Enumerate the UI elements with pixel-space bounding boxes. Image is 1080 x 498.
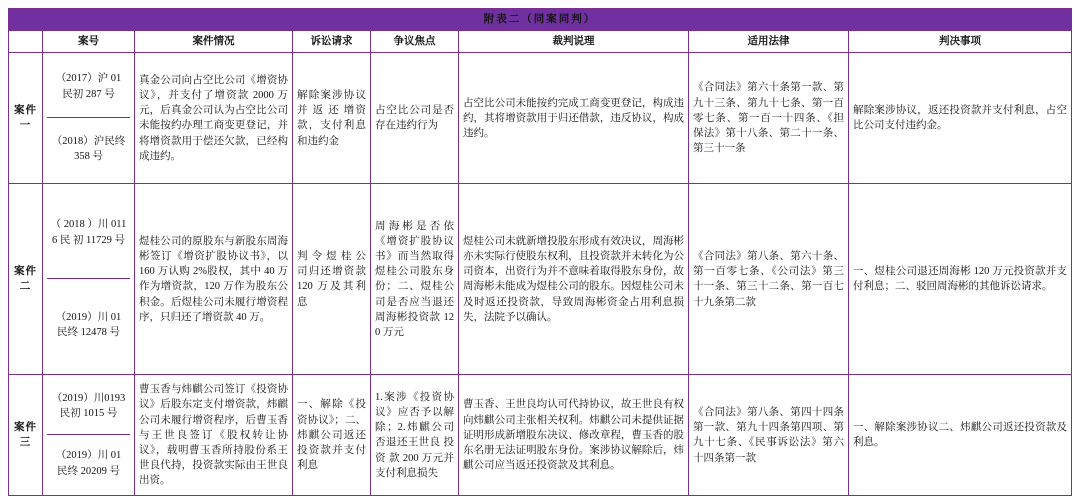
case-number-second: （2019）川 01 民终 20209 号 [55, 450, 122, 477]
table-title-row [9, 9, 1072, 31]
case-laws: 《合同法》第八条、第六十条、第一百零七条、《公司法》第三十一条、第三十二条、第一百七十九条第二款 [689, 184, 849, 375]
header-blank [9, 31, 43, 53]
case-number-second: （2019）川 01 民终 12478 号 [55, 311, 122, 339]
case-claims: 判 令 煜 桂 公司归还增资款 120 万及其利息 [293, 184, 371, 375]
header-judgment: 判决事项 [849, 31, 1072, 53]
case-reasoning: 占空比公司未能按约完成工商变更登记，构成违约，其将增资款用于归还借款，违反协议，构成违约。 [459, 53, 689, 184]
case-claims: 解除案涉协议并 返 还 增资款，支付利息和违约金 [293, 53, 371, 184]
case-number-first: （ 2018 ）川 0116 民 初 11729 号 [47, 187, 130, 279]
case-number-first: （2017）沪 01 民初 287 号 [47, 56, 130, 118]
header-case-number: 案号 [43, 31, 135, 53]
case-situation: 曹玉香与炜麒公司签订《投资协议》后股东定支付增资款，炜麒公司未履行增资程序，后曹玉香与王世良签订《股权转让协议》，载明曹玉香所持股份系王世良代持，投资款实际由王世良出资。 [135, 375, 293, 496]
case-number-first: （2019）川0193民初 1015 号 [47, 378, 130, 435]
document-title: 附表二（同案同判） [9, 9, 1072, 31]
case-label: 案件一 [9, 53, 43, 184]
case-number-cell [43, 53, 135, 184]
case-number-second: （2018）沪民终 358 号 [51, 135, 126, 163]
case-situation: 煜桂公司的原股东与新股东周海彬签订《增资扩股协议书》，以 160 万认购 2%股权，其中 40 万作为增资款，120 万作为股东公积金。后煜桂公司未履行增资程序，只归还了增资款 40 万。 [135, 184, 293, 375]
case-judgment: 一、煜桂公司退还周海彬 120 万元投资款并支付利息；二、驳回周海彬的其他诉讼请求。 [849, 184, 1072, 375]
table-row [9, 375, 1072, 496]
table-row [9, 184, 1072, 375]
case-dispute: 周海彬是否依《增资扩股协议书》而当然取得煜桂公司股东身份；二、煜桂公司是否应当退还周海彬投资款 120 万元 [371, 184, 459, 375]
header-dispute: 争议焦点 [371, 31, 459, 53]
case-laws: 《合同法》第六十条第一款、第九十三条、第九十七条、第一百零七条、第一百一十四条、《担保法》第十八条、第二十一条、第三十一条 [689, 53, 849, 184]
comparison-table [8, 8, 1072, 496]
table-header-row [9, 31, 1072, 53]
header-case-situation: 案件情况 [135, 31, 293, 53]
case-judgment: 一、解除案涉协议二、炜麒公司返还投资款及利息。 [849, 375, 1072, 496]
table-row [9, 53, 1072, 184]
header-claims: 诉讼请求 [293, 31, 371, 53]
case-dispute: 1.案涉《投资协议》应否予以解除；2.炜麒公司否退还王世良 投 资 款 200 万元并支付利息损失 [371, 375, 459, 496]
case-dispute: 占空比公司是否存在违约行为 [371, 53, 459, 184]
case-judgment: 解除案涉协议，返还投资款并支付利息，占空比公司支付违约金。 [849, 53, 1072, 184]
case-situation: 真金公司向占空比公司《增资协议》，并支付了增资款 2000 万元，后真金公司认为占空比公司未能按约办理工商变更登记，并将增资款用于偿还欠款，已经构成违约。 [135, 53, 293, 184]
case-number-cell [43, 375, 135, 496]
case-laws: 《合同法》第八条、第四十四条第一款、第九十四条第四项、第九十七条、《民事诉讼法》第六十四条第一款 [689, 375, 849, 496]
header-reasoning: 裁判说理 [459, 31, 689, 53]
case-reasoning: 曹玉香、王世良均认可代持协议，故王世良有权向炜麒公司主张相关权利。炜麒公司未提供证据证明形成新增股东决议、修改章程，曹玉香的股东名册无法证明股东身份。案涉协议解除后，炜麒公司应当返还投资款及其利息。 [459, 375, 689, 496]
case-label: 案件三 [9, 375, 43, 496]
case-claims: 一、解除《投资协议》；二、炜麒公司返还投资款并支付利息 [293, 375, 371, 496]
case-label: 案件二 [9, 184, 43, 375]
case-number-cell [43, 184, 135, 375]
header-laws: 适用法律 [689, 31, 849, 53]
case-reasoning: 煜桂公司未就新增投股东形成有效决议，周海彬亦未实际行使股东权利，且投资款并未转化为公司资本，出资行为并不意味着取得股东身份，故周海彬未能成为煜桂公司的股东。因煜桂公司未及时返还投资款，导致周海彬资金占用利息损失，法院予以确认。 [459, 184, 689, 375]
